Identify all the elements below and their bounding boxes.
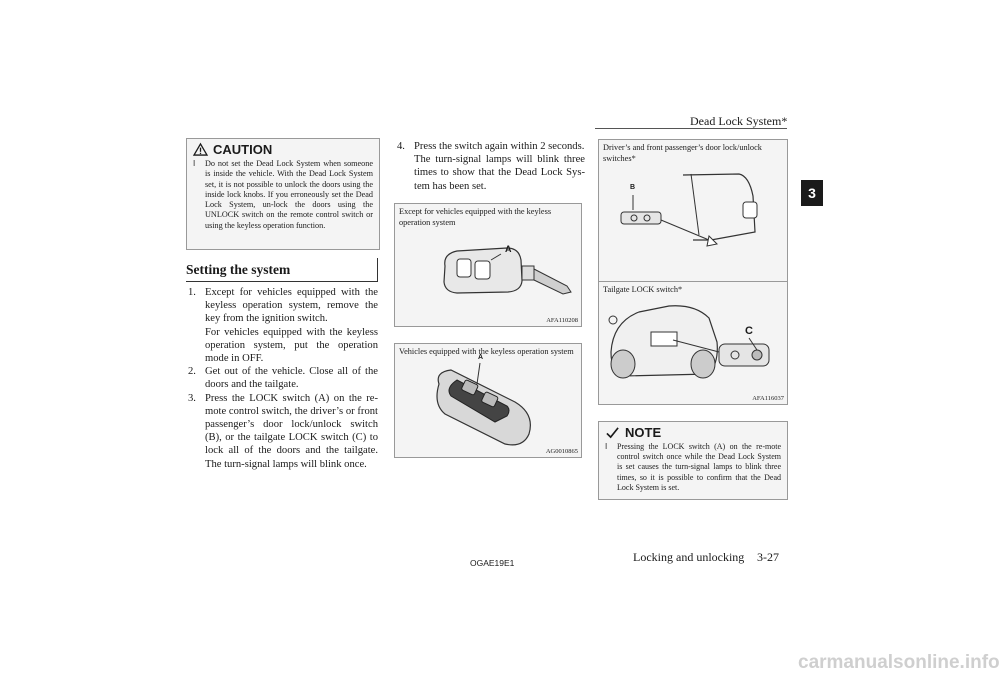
- section-title: Setting the system: [186, 262, 378, 282]
- figure-key-non-keyless: [394, 203, 582, 327]
- warning-triangle-icon: [193, 143, 208, 156]
- figure-caption: Driver’s and front passenger’s door lock/unlock switches*: [603, 143, 762, 163]
- footer-code: OGAE19E1: [470, 558, 515, 568]
- caution-header: [187, 139, 379, 159]
- figure-tailgate-switch: [598, 281, 788, 405]
- caution-box: [186, 138, 380, 250]
- figure-code: AFA110208: [546, 317, 578, 324]
- callout-label-b: B: [630, 184, 636, 191]
- door-switch-illustration: [599, 140, 787, 290]
- step-subtext: For vehicles equipped with the keyless operation system, put the operation mode in OFF.: [205, 326, 378, 365]
- callout-label-c: C: [745, 325, 753, 337]
- header-rule: [595, 128, 787, 129]
- note-item: [599, 442, 787, 493]
- bullet-marker: l: [605, 442, 608, 451]
- chapter-tab: 3: [801, 180, 823, 206]
- keyless-remote-illustration: [395, 344, 581, 457]
- step-item: [188, 365, 378, 391]
- step-item: [188, 286, 378, 365]
- page-number: 3-27: [757, 550, 779, 564]
- callout-label-a: A: [505, 244, 512, 254]
- step-text: Except for vehicles equipped with the keyless operation system, remove the key from the ignition switch.: [205, 287, 378, 325]
- step-item: [188, 392, 378, 471]
- step-number: 2.: [188, 366, 196, 378]
- step-number: 4.: [397, 141, 405, 152]
- note-text: Pressing the LOCK switch (A) on the re-mote control switch once while the Dead Lock System is set causes the turn-signal lamps to blink three times, so it is possible to confirm that the Dead Lock System is set.: [617, 442, 781, 492]
- figure-caption: Except for vehicles equipped with the keyless operation system: [399, 207, 552, 227]
- watermark: carmanualsonline.info: [798, 652, 1000, 673]
- step-subtext: The turn-signal lamps will blink three times to show that the Dead Lock Sys-tem has been set.: [414, 154, 585, 192]
- step-text: Press the switch again within 2 seconds.: [414, 141, 585, 152]
- step-number: 1.: [188, 287, 196, 298]
- figure-door-switch: [598, 139, 788, 291]
- step-text: Press the LOCK switch (A) on the re-mote control switch, the driver’s or front passenger’s door lock/unlock switch (B), or the tailgate LOCK switch (C) to lock all of the doors and the tailgate. The turn-signal lamps will blink once.: [205, 392, 378, 470]
- note-title: NOTE: [625, 425, 662, 440]
- step-item: [397, 140, 585, 193]
- caution-title: CAUTION: [213, 142, 273, 157]
- steps-list: [188, 286, 378, 471]
- callout-label-a: A: [478, 354, 484, 361]
- caution-text: Do not set the Dead Lock System when someone is inside the vehicle. With the Dead Lock System set, it is not possible to unlock the doors using the inside lock knobs. If you erroneously set the Dead Lock System, un-lock the doors using the UNLOCK switch on the remote control switch or using the keyless operation function.: [205, 159, 373, 230]
- step-number: 3.: [188, 392, 196, 404]
- section-title-rule: [377, 258, 378, 282]
- remote-key-illustration: [395, 204, 581, 326]
- figure-code: AG0010865: [545, 448, 578, 455]
- step-text: Get out of the vehicle. Close all of the doors and the tailgate.: [205, 366, 378, 391]
- note-header: [599, 422, 787, 442]
- note-box: [598, 421, 788, 500]
- running-header: Dead Lock System*: [690, 114, 788, 128]
- bullet-marker: l: [193, 159, 196, 168]
- footer-section: Locking and unlocking: [633, 550, 745, 564]
- figure-code: AFA116037: [752, 395, 784, 402]
- tailgate-switch-illustration: [599, 282, 787, 404]
- caution-item: [187, 159, 379, 231]
- figure-key-keyless: [394, 343, 582, 458]
- pencil-check-icon: [605, 426, 620, 439]
- figure-caption: Tailgate LOCK switch*: [603, 285, 683, 294]
- figure-caption: Vehicles equipped with the keyless operation system: [399, 347, 574, 356]
